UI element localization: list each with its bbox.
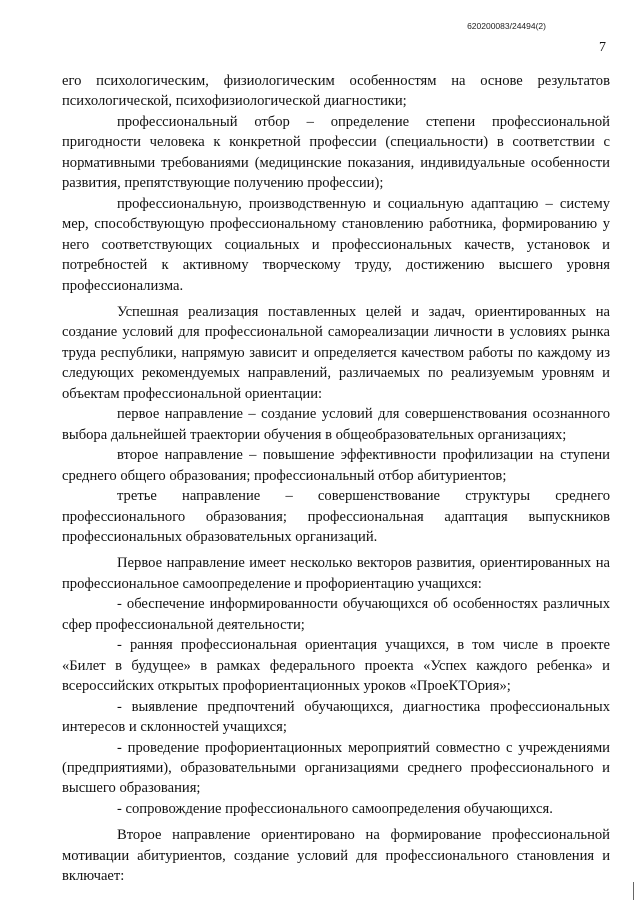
document-code: 620200083/24494(2) — [467, 21, 546, 31]
paragraph-first-direction: первое направление – создание условий для совершенствования осознанного выбора дальнейшей траектории обучения в общеобразовательных организациях; — [62, 406, 610, 443]
list-item: - ранняя профессиональная ориентация учащихся, в том числе в проекте «Билет в будущее» в рамках федерального проекта «Успех каждого ребенка» и всероссийских открытых профориентационных уроков «ПроеКТОрия»; — [62, 637, 610, 695]
paragraph-second-direction-detail: Второе направление ориентировано на формирование профессиональной мотивации абитуриентов, создание условий для профессионального становления и включает: — [62, 827, 610, 885]
list-item: - обеспечение информированности обучающихся об особенностях различных сфер профессиональной деятельности; — [62, 596, 610, 633]
paragraph-continuation: его психологическим, физиологическим особенностям на основе результатов психологической, психофизиологической диагностики; — [62, 73, 610, 110]
paragraph-second-direction: второе направление – повышение эффективности профилизации на ступени среднего общего образования; профессиональный отбор абитуриентов; — [62, 447, 610, 484]
paragraph-third-direction: третье направление – совершенствование структуры среднего профессионального образования; профессиональная адаптация выпускников профессиональных образовательных организаций. — [62, 488, 610, 545]
document-body — [62, 71, 610, 887]
page-number: 7 — [599, 40, 606, 55]
paragraph-professional-selection: профессиональный отбор – определение степени профессиональной пригодности человека к конкретной профессии (специальности) в соответствии с нормативными требованиями (медицинские показания, индивидуальные особенности развития, препятствующие получению профессии); — [62, 113, 610, 192]
paragraph-adaptation: профессиональную, производственную и социальную адаптацию – систему мер, способствующую профессиональному становлению работника, формированию у него соответствующих социальных и профессиональных качеств, установок и потребностей к активному творческому труду, достижению высшего уровня профессионализма. — [62, 195, 610, 294]
list-item: - проведение профориентационных мероприятий совместно с учреждениями (предприятиями), образовательными организациями среднего профессионального и высшего образования; — [62, 739, 610, 797]
paragraph-first-direction-vectors: Первое направление имеет несколько векторов развития, ориентированных на профессиональное самоопределение и профориентацию учащихся: — [62, 555, 610, 592]
list-item: - сопровождение профессионального самоопределения обучающихся. — [117, 800, 553, 817]
scan-edge-mark — [633, 882, 634, 900]
paragraph-success-implementation: Успешная реализация поставленных целей и задач, ориентированных на создание условий для профессиональной самореализации личности в условиях рынка труда республики, напрямую зависит и определяется качеством работы по каждому из следующих рекомендуемых направлений, различаемых по реализуемым уровням и объектам профессиональной ориентации: — [62, 303, 610, 402]
list-item: - выявление предпочтений обучающихся, диагностика профессиональных интересов и склонностей учащихся; — [62, 698, 610, 736]
